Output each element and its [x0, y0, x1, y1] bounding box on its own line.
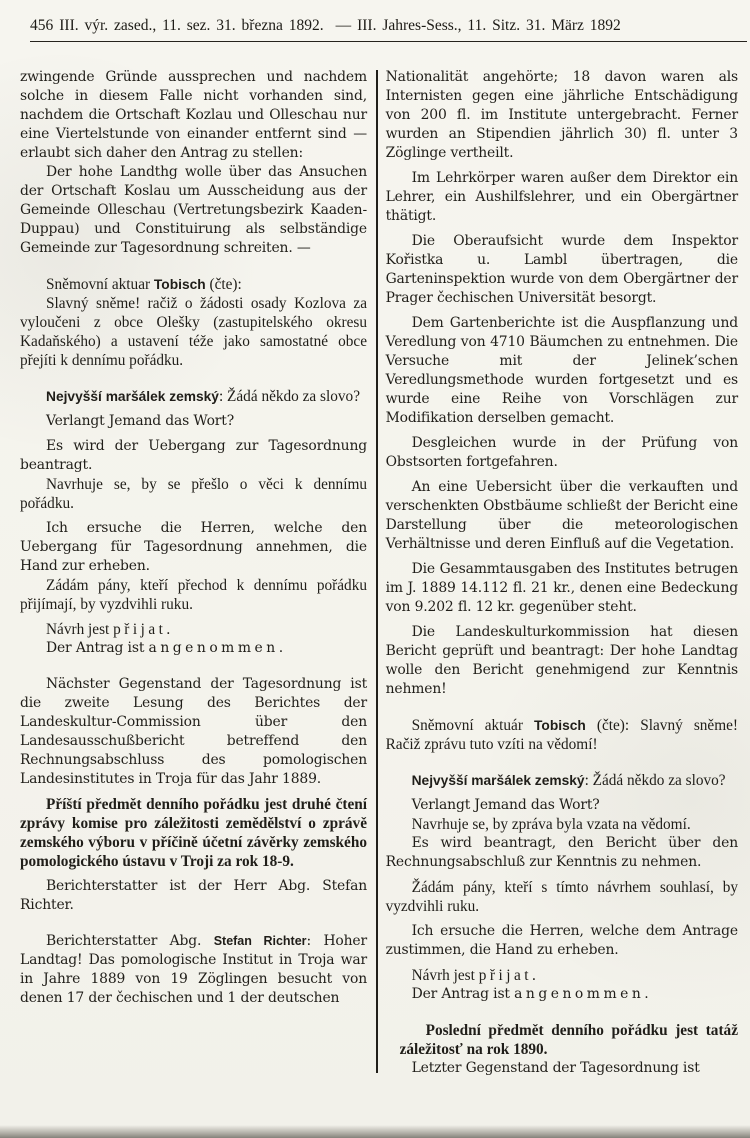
text-segment: přijat.	[478, 967, 540, 984]
speaker-name: Nejvyšší maršálek zemský	[411, 773, 585, 788]
text-segment: Ich ersuche die Herren, welche den Uebergang für Tagesordnung annehmen, die Hand zur erheben.	[20, 520, 367, 574]
text-segment: angenommen.	[514, 986, 653, 1002]
text-segment: Navrhuje se, by zpráva byla vzata na vědomí.	[411, 816, 691, 833]
paragraph	[386, 232, 738, 308]
paragraph	[20, 68, 367, 163]
paragraph	[20, 877, 367, 915]
paragraph	[386, 966, 738, 985]
paragraph	[20, 932, 367, 1008]
text-segment: Navrhuje se, by se přešlo o věci k dennímu pořádku.	[20, 476, 367, 512]
text-segment: přijat.	[113, 621, 174, 638]
paragraph	[20, 639, 367, 658]
speaker-name: Nejvyšší maršálek zemský	[46, 389, 219, 404]
text-segment: Žádám pány, kteří s tímto návrhem souhlasí, by vyzdvihli ruku.	[385, 879, 738, 915]
text-columns	[0, 68, 750, 1078]
paragraph	[386, 771, 738, 790]
text-segment: : Hoher Landtag! Das pomologische Institut in Troja war in Jahre 1889 von 19 Zöglingen besucht von denen 17 der čechischen und 1 der deutschen	[20, 933, 367, 1006]
text-segment: Slavný sněme! račiž o žádosti osady Kozlova za vyloučeni z obce Olešky (zastupitelského okresu Kadaňského) a ustavení téže jako samostatné obce přejíti k dennímu pořádku.	[20, 295, 367, 369]
right-column	[386, 68, 738, 1078]
paragraph	[20, 294, 367, 370]
text-segment: Der hohe Landthg wolle über das Ansuchen der Ortschaft Koslau um Ausscheidung aus der Gemeinde Olleschau (Vertretungsbezirk Kaaden-Duppau) und Constituirung als selbständige Gemeinde zur Tagesordnung schreiten. —	[20, 164, 367, 256]
paragraph	[386, 434, 738, 472]
paragraph	[386, 169, 738, 226]
paragraph	[386, 985, 738, 1004]
text-segment: Die Oberaufsicht wurde dem Inspektor Kořistka u. Lambl übertragen, die Garteninspektion wurde von dem Obergärtner der Prager čechischen Universität besorgt.	[385, 233, 738, 306]
text-segment: Der Antrag ist	[46, 640, 149, 656]
paragraph	[20, 475, 367, 513]
text-segment: Nächster Gegenstand der Tagesordnung ist die zweite Lesung des Berichtes der Landeskultur-Commission über den Landesausschußbericht betreffend den Rechnungsabschluss des pomologischen Landesinstitutes in Troja für das Jahr 1889.	[20, 676, 367, 787]
text-segment: Nationalität angehörte; 18 davon waren als Internisten gegen eine jährliche Entschädigung von 200 fl. im Institute untergebracht. Ferner wurden an Stipendien jährlich 30) fl. unter 3 Zöglinge vertheilt.	[385, 69, 738, 161]
text-segment: Dem Gartenberichte ist die Auspflanzung und Veredlung von 4710 Bäumchen zu entnehmen. Die Versuche mit der Jelinek’schen Veredlungsmethode wurden fortgesetzt und es wurde eine Reihe von Vorschlägen zur Modifikation derselben gemacht.	[385, 315, 738, 426]
text-segment: (čte): Slavný sněme! Račiž zprávu tuto vzíti na vědomí!	[385, 717, 738, 753]
text-segment: Návrh jest	[46, 621, 114, 638]
left-column	[20, 68, 367, 1008]
paragraph	[386, 1021, 738, 1059]
text-segment: (čte):	[205, 276, 242, 293]
paragraph	[386, 716, 738, 754]
header-czech: III. výr. zased., 11. sez. 31. března 1892.	[59, 17, 324, 34]
speaker-name: Tobisch	[153, 277, 206, 292]
paragraph	[20, 795, 367, 871]
text-segment: Sněmovní aktuar	[46, 276, 154, 293]
paragraph	[20, 275, 367, 294]
text-segment: Die Gesammtausgaben des Institutes betrugen im J. 1889 14.112 fl. 21 kr., denen eine Bedeckung von 9.202 fl. 12 kr. gegenüber steht.	[385, 561, 738, 615]
text-segment: Letzter Gegenstand der Tagesordnung ist	[411, 1060, 700, 1076]
header-german: III. Jahres-Sess., 11. Sitz. 31. März 1892	[357, 17, 621, 34]
text-segment: Berichterstatter Abg.	[46, 933, 214, 949]
text-segment: angenommen.	[148, 640, 287, 656]
paragraph	[20, 387, 367, 406]
paragraph	[386, 878, 738, 916]
paragraph	[386, 623, 738, 699]
page-header	[30, 16, 747, 42]
text-segment: Berichterstatter ist der Herr Abg. Stefan Richter.	[20, 878, 367, 913]
paragraph	[20, 412, 367, 431]
paragraph	[386, 796, 738, 815]
paragraph	[20, 675, 367, 789]
paragraph	[386, 834, 738, 872]
paragraph	[20, 576, 367, 614]
paragraph	[386, 1059, 738, 1078]
paragraph	[20, 519, 367, 576]
text-segment: : Žádá někdo za slovo?	[584, 772, 726, 789]
speaker-name: Tobisch	[534, 718, 586, 733]
text-segment: An eine Uebersicht über die verkauften und verschenkten Obstbäume schließt der Bericht eine Darstellung über die meteorologischen Verhältnisse und deren Einfluß auf die Vegetation.	[385, 479, 738, 552]
text-segment: Sněmovní aktuár	[411, 717, 535, 734]
text-segment: Es wird der Uebergang zur Tagesordnung beantragt.	[20, 438, 367, 473]
text-segment: Im Lehrkörper waren außer dem Direktor ein Lehrer, ein Aushilfslehrer, und ein Obergärtner thätigt.	[385, 170, 738, 224]
paragraph	[386, 922, 738, 960]
text-segment: Verlangt Jemand das Wort?	[46, 413, 235, 429]
paragraph	[386, 560, 738, 617]
text-segment: Příští předmět denního pořádku jest druhé čtení zprávy komise pro záležitosti zemědělství o zprávě zemského výboru v příčině účetní závěrky zemského pomologického ústavu v Troji za rok 18-9.	[20, 796, 367, 870]
text-segment: Die Landeskulturkommission hat diesen Bericht geprüft und beantragt: Der hohe Landtag wolle den Bericht genehmigend zur Kenntnis nehmen!	[385, 624, 738, 697]
speaker-name: Stefan Richter	[213, 934, 307, 948]
paragraph	[386, 478, 738, 554]
page-edge-shadow	[0, 1125, 750, 1138]
text-segment: Der Antrag ist	[411, 986, 515, 1002]
text-segment: Zádám pány, kteří přechod k dennímu pořádku přijímají, by vyzdvihli ruku.	[20, 577, 367, 613]
text-segment: Návrh jest	[411, 967, 479, 984]
paragraph	[386, 314, 738, 428]
text-segment: : Žádá někdo za slovo?	[218, 388, 360, 405]
text-segment: zwingende Gründe aussprechen und nachdem solche in diesem Falle nicht vorhanden sind, nachdem die Ortschaft Kozlau und Olleschau nur eine Viertelstunde von einander entfernt sind — erlaubt sich daher den Antrag zu stellen:	[20, 69, 367, 161]
paragraph	[20, 437, 367, 475]
paragraph	[20, 620, 367, 639]
text-segment: Desgleichen wurde in der Prüfung von Obstsorten fortgefahren.	[385, 435, 738, 470]
text-segment: Poslední předmět denního pořádku jest tatáž záležitosť na rok 1890.	[399, 1022, 738, 1058]
column-divider	[376, 70, 378, 1073]
text-segment: Es wird beantragt, den Bericht über den Rechnungsabschluß zur Kenntnis zu nehmen.	[385, 835, 738, 870]
page-number: 456	[30, 17, 54, 34]
header-separator: —	[335, 17, 352, 34]
paragraph	[386, 68, 738, 163]
paragraph	[386, 815, 738, 834]
paragraph	[20, 163, 367, 258]
text-segment: Verlangt Jemand das Wort?	[411, 797, 600, 813]
text-segment: Ich ersuche die Herren, welche dem Antrage zustimmen, die Hand zu erheben.	[385, 923, 738, 958]
